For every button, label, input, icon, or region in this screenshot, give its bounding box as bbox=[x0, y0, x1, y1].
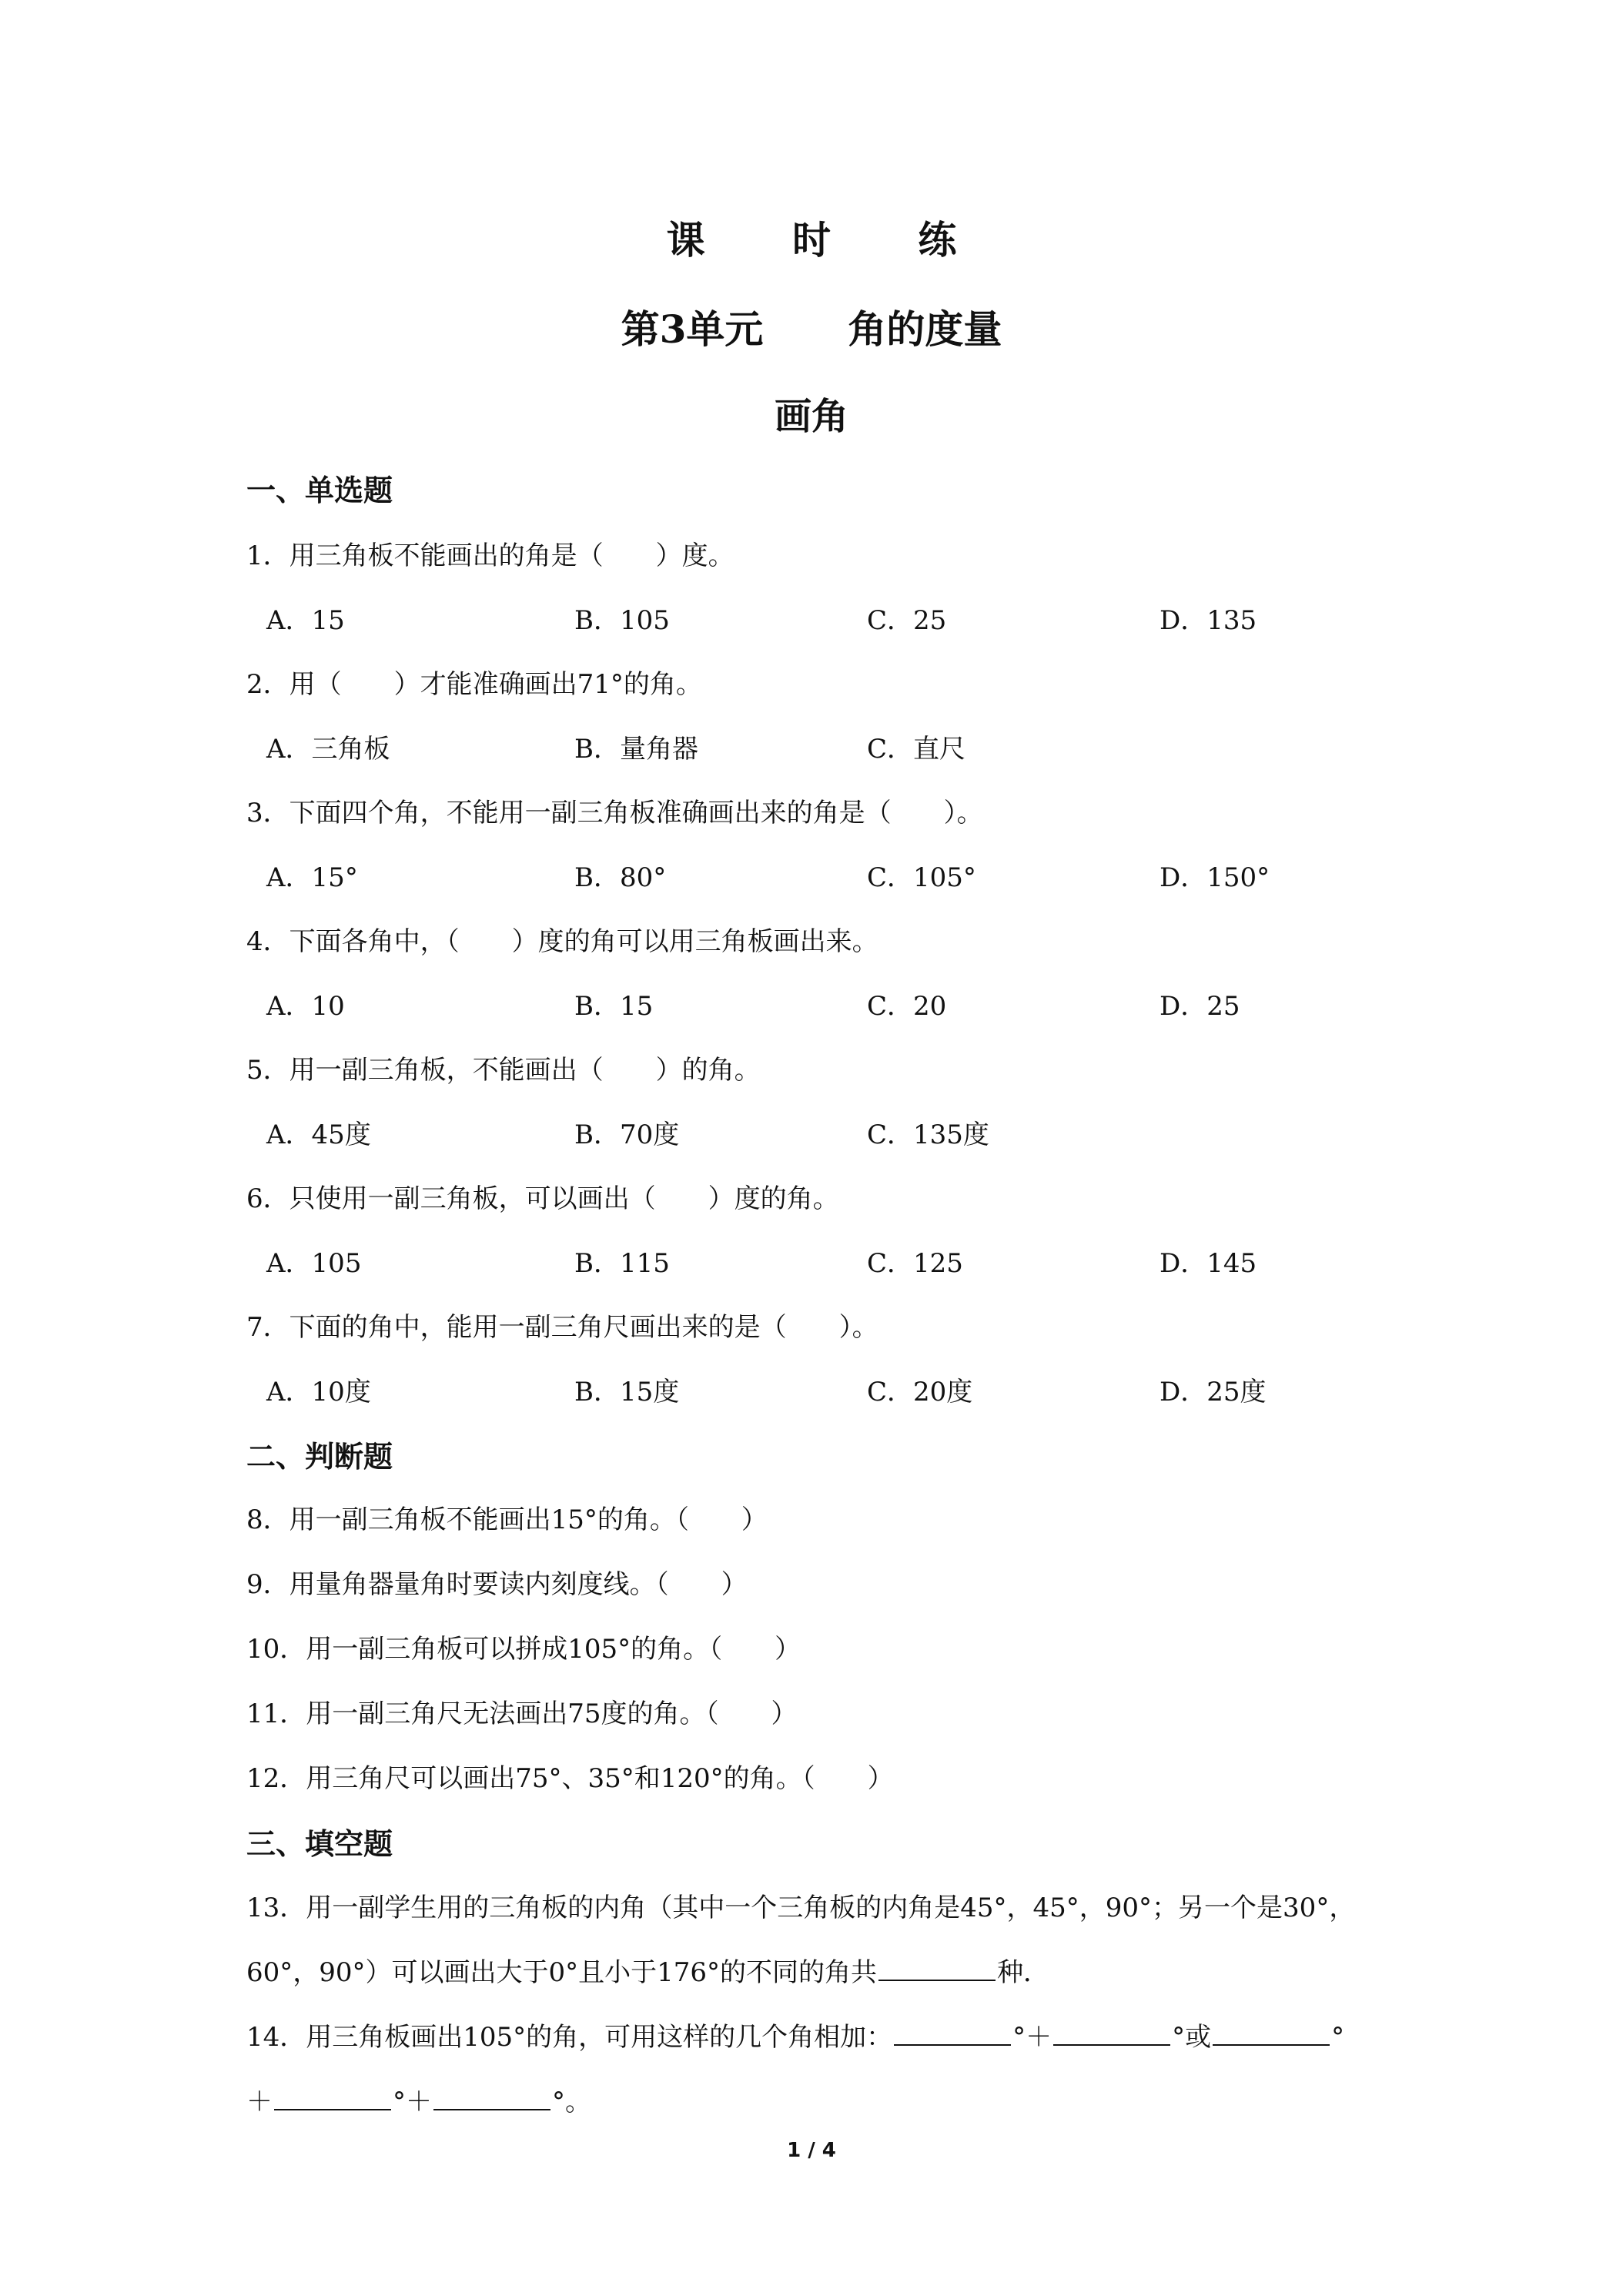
question-13-suffix: 种． bbox=[997, 1957, 1050, 1988]
option-c: C．20 bbox=[867, 991, 947, 1022]
question-11: 11．用一副三角尺无法画出75度的角。（ ） bbox=[246, 1699, 798, 1729]
degree-plus: °＋ bbox=[393, 2087, 432, 2117]
option-c: C．20度 bbox=[867, 1377, 973, 1407]
section-heading-single-choice: 一、单选题 bbox=[246, 473, 393, 507]
option-a: A．45度 bbox=[266, 1120, 371, 1150]
lesson-title: 画角 bbox=[774, 395, 848, 438]
option-a: A．15° bbox=[266, 862, 358, 893]
degree-or: °或 bbox=[1172, 2022, 1212, 2053]
question-14-line-2 bbox=[246, 2080, 591, 2118]
plus-sign: ＋ bbox=[246, 2087, 273, 2117]
option-a: A．三角板 bbox=[266, 734, 390, 765]
option-d: D．25 bbox=[1160, 991, 1240, 1022]
option-a: A．10度 bbox=[266, 1377, 371, 1407]
option-b: B．80° bbox=[574, 862, 667, 893]
option-a: A．105 bbox=[266, 1248, 362, 1279]
question-5: 5．用一副三角板，不能画出（ ）的角。 bbox=[246, 1055, 761, 1086]
page-number: 1 / 4 bbox=[787, 2139, 836, 2162]
answer-blank[interactable] bbox=[274, 2086, 391, 2110]
option-a: A．10 bbox=[266, 991, 345, 1022]
degree-sign: ° bbox=[1331, 2022, 1345, 2053]
question-3: 3．下面四个角，不能用一副三角板准确画出来的角是（ ）。 bbox=[246, 798, 983, 828]
question-1: 1．用三角板不能画出的角是（ ）度。 bbox=[246, 541, 735, 571]
section-heading-true-false: 二、判断题 bbox=[246, 1439, 393, 1474]
option-c: C．105° bbox=[867, 862, 976, 893]
option-d: D．135 bbox=[1160, 605, 1257, 636]
degree-plus: °＋ bbox=[1012, 2022, 1052, 2053]
question-12: 12．用三角尺可以画出75°、35°和120°的角。（ ） bbox=[246, 1763, 894, 1794]
question-2: 2．用（ ）才能准确画出71°的角。 bbox=[246, 669, 702, 700]
option-c: C．25 bbox=[867, 605, 947, 636]
answer-blank[interactable] bbox=[878, 1956, 996, 1981]
option-c: C．125 bbox=[867, 1248, 963, 1279]
option-b: B．15度 bbox=[574, 1377, 680, 1407]
answer-blank[interactable] bbox=[1053, 2021, 1170, 2046]
option-b: B．115 bbox=[574, 1248, 670, 1279]
question-13-line-1: 13．用一副学生用的三角板的内角（其中一个三角板的内角是45°，45°，90°；另一个是30°， bbox=[246, 1893, 1356, 1923]
question-13-text: 60°，90°）可以画出大于0°且小于176°的不同的角共 bbox=[246, 1957, 878, 1988]
question-13-line-2 bbox=[246, 1951, 1049, 1989]
option-c: C．135度 bbox=[867, 1120, 989, 1150]
answer-blank[interactable] bbox=[1213, 2021, 1330, 2046]
degree-end: °。 bbox=[552, 2087, 591, 2117]
page-title: 课 时 练 bbox=[666, 217, 994, 263]
question-7: 7．下面的角中，能用一副三角尺画出来的是（ ）。 bbox=[246, 1312, 878, 1343]
question-8: 8．用一副三角板不能画出15°的角。（ ） bbox=[246, 1504, 768, 1535]
question-14-line-1 bbox=[246, 2016, 1344, 2053]
unit-heading bbox=[0, 299, 1623, 354]
option-b: B．105 bbox=[574, 605, 670, 636]
answer-blank[interactable] bbox=[894, 2021, 1011, 2046]
question-4: 4．下面各角中，（ ）度的角可以用三角板画出来。 bbox=[246, 926, 878, 957]
option-c: C．直尺 bbox=[867, 734, 966, 765]
option-b: B．70度 bbox=[574, 1120, 680, 1150]
option-a: A．15 bbox=[266, 605, 345, 636]
option-d: D．25度 bbox=[1160, 1377, 1267, 1407]
section-heading-fill-in: 三、填空题 bbox=[246, 1826, 393, 1861]
unit-number: 第3单元 bbox=[621, 306, 764, 352]
option-d: D．150° bbox=[1160, 862, 1270, 893]
option-b: B．15 bbox=[574, 991, 654, 1022]
unit-name: 角的度量 bbox=[848, 306, 1002, 352]
question-6: 6．只使用一副三角板，可以画出（ ）度的角。 bbox=[246, 1183, 839, 1214]
question-9: 9．用量角器量角时要读内刻度线。（ ） bbox=[246, 1569, 748, 1600]
answer-blank[interactable] bbox=[433, 2086, 550, 2110]
question-10: 10．用一副三角板可以拼成105°的角。（ ） bbox=[246, 1634, 801, 1665]
option-b: B．量角器 bbox=[574, 734, 698, 765]
question-14-text: 14．用三角板画出105°的角，可用这样的几个角相加： bbox=[246, 2022, 893, 2053]
option-d: D．145 bbox=[1160, 1248, 1257, 1279]
